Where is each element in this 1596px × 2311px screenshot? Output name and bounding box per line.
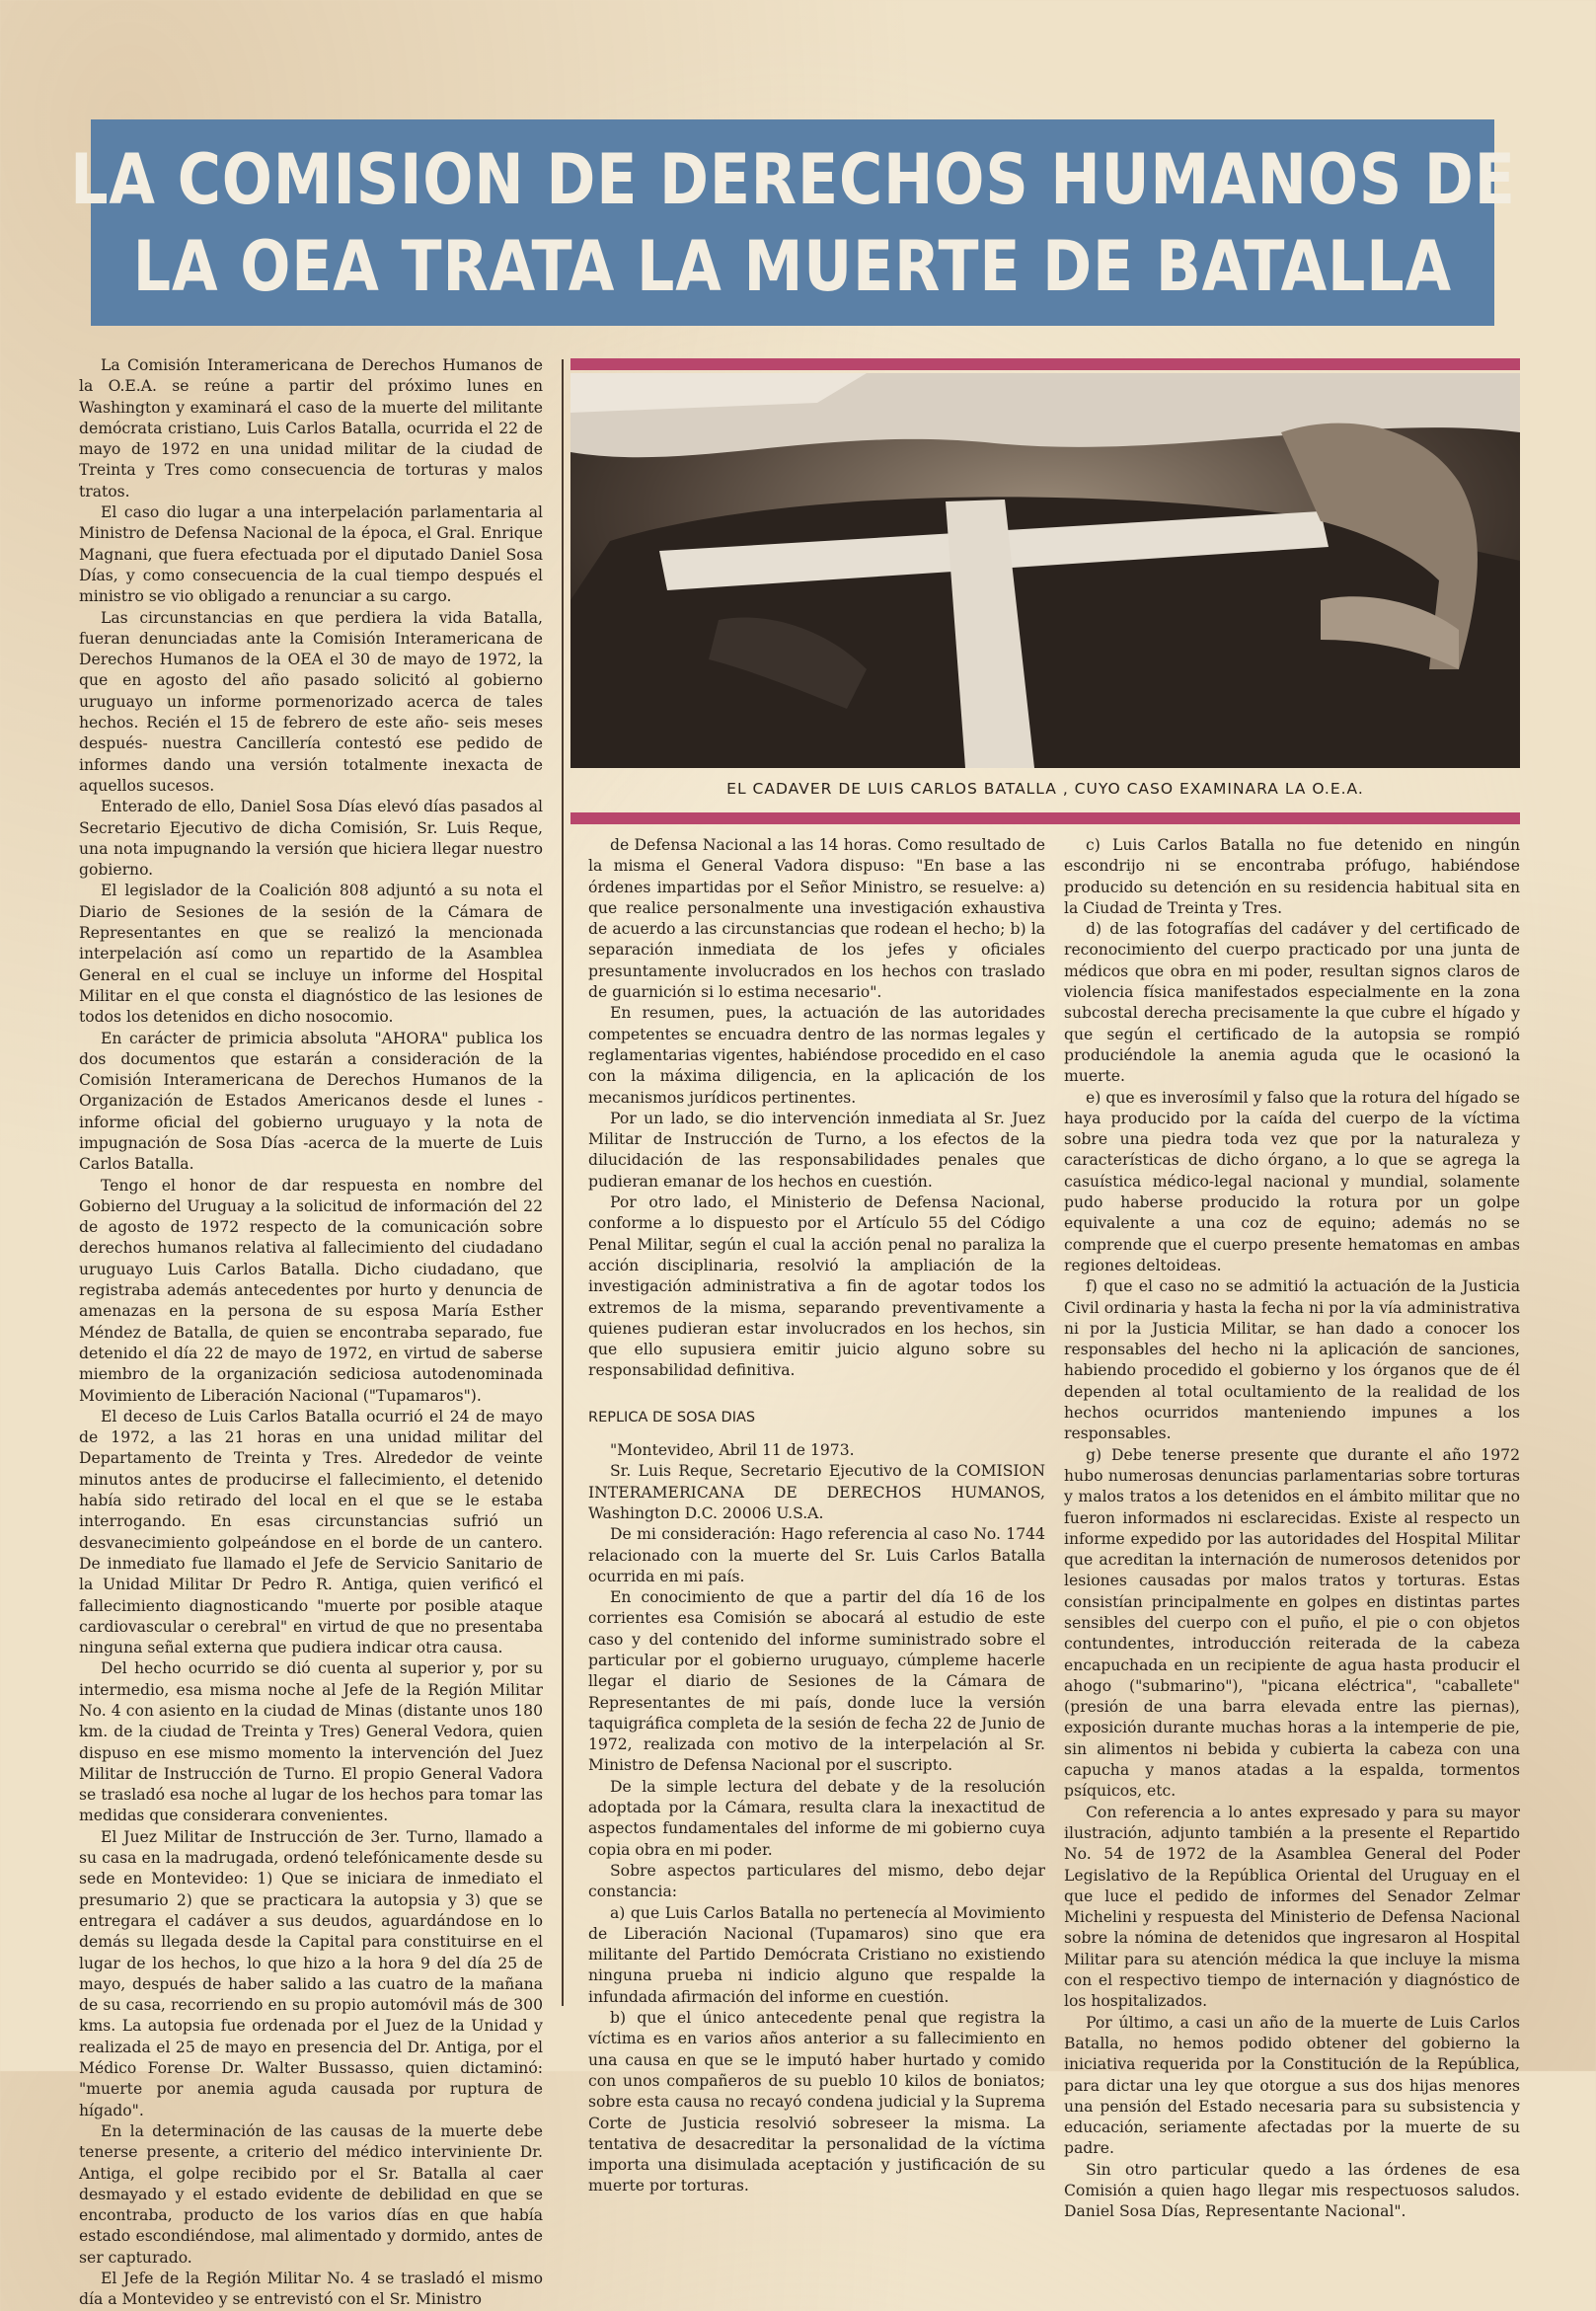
paragraph: El caso dio lugar a una interpelación parlamentaria al Ministro de Defensa Nacional de la época, el Gral. Enrique Magnani, que fuera efectuada por el diputado Daniel Sosa Días, y como consecuencia de la cual tiempo después el ministro se vio obligado a renunciar a su cargo. — [79, 503, 543, 606]
paragraph: El deceso de Luis Carlos Batalla ocurrió el 24 de mayo de 1972, a las 21 horas en una unidad militar del Departamento de Treinta y Tres. Alrededor de veinte minutos antes de producirse el fallecimiento, el detenido había sido retirado del local en el que se le estaba interrogando. En esas circunstancias sufrió un desvanecimiento golpeándose en el borde de un cantero. De inmediato fue llamado el Jefe de Servicio Sanitario de la Unidad Militar Dr Pedro R. Antiga, quien verificó el fallecimiento diagnosticando "muerte por posible ataque cardiovascular o cerebral" en virtud de que no presentaba ninguna señal externa que pudiera indicar otra causa. — [79, 1407, 543, 1657]
cadaver-photo — [570, 373, 1520, 768]
paragraph: En carácter de primicia absoluta "AHORA" publica los dos documentos que estarán a consideración de la Comisión Interamericana de Derechos Humanos de la Organización de Estados Americanos desde el lunes -informe oficial del gobierno uruguayo y la nota de impugnación de Sosa Días -acerca de la muerte de Luis Carlos Batalla. — [79, 1029, 543, 1174]
paragraph: f) que el caso no se admitió la actuación de la Justicia Civil ordinaria y hasta la fecha ni por la vía administrativa ni por la Justicia Militar, se han dado a conocer los responsables del hecho ni la aplicación de sanciones, habiendo procedido el gobierno y los órganos que de él dependen al total ocultamiento de la realidad de los hechos ocurridos manteniendo impunes a los responsables. — [1064, 1277, 1520, 1443]
article-column-2 — [588, 835, 1045, 2197]
paragraph: Sin otro particular quedo a las órdenes de esa Comisión a quien hago llegar mis respectuosos saludos. Daniel Sosa Días, Representante Nacional". — [1064, 2160, 1520, 2221]
paragraph: g) Debe tenerse presente que durante el año 1972 hubo numerosas denuncias parlamentarias sobre torturas y malos tratos a los detenidos en el ámbito militar que no fueron informados ni esclarecidas. Existe al respecto un informe expedido por las autoridades del Hospital Militar que acreditan la internación de numerosos detenidos por lesiones causadas por malos tratos y torturas. Estas consistían principalmente en golpes en distintas partes sensibles del cuerpo con el puño, el pie o con objetos contundentes, introducción reiterada de la cabeza encapuchada en un recipiente de agua hasta producir el ahogo ("submarino"), "picana eléctrica", "caballete" (presión de una barra elevada entre las piernas), exposición durante muchas horas a la intemperie de pie, sin alimentos ni bebida y cubierta la cabeza con una capucha y manos atadas a la espalda, tormentos psíquicos, etc. — [1064, 1445, 1520, 1801]
paragraph: Por otro lado, el Ministerio de Defensa Nacional, conforme a lo dispuesto por el Artículo 55 del Código Penal Militar, según el cual la acción penal no paraliza la acción disciplinaria, resolvió la ampliación de la investigación administrativa a fin de agotar todos los extremos de la misma, separando preventivamente a quienes pudieran estar involucrados en los hechos, sin que ello supusiera emitir juicio alguno sobre su responsabilidad definitiva. — [588, 1194, 1045, 1380]
paragraph: "Montevideo, Abril 11 de 1973. — [610, 1441, 855, 1460]
paragraph: En la determinación de las causas de la muerte debe tenerse presente, a criterio del médico interviniente Dr. Antiga, el golpe recibido por el Sr. Batalla al caer desmayado y el estado evidente de debilidad en que se encontraba, producto de los varios días en que había estado escondiéndose, mal alimentado y dormido, antes de ser capturado. — [79, 2121, 543, 2267]
paragraph: b) que el único antecedente penal que registra la víctima es en varios años anterior a su fallecimiento en una causa en que se le imputó haber hurtado y comido con unos compañeros de su pueblo 10 kilos de boniatos; sobre esta causa no recayó condena judicial y la Suprema Corte de Justicia resolvió sobreseer la misma. La tentativa de desacreditar la personalidad de la víctima importa una disimulada aceptación y justificación de su muerte por torturas. — [588, 2009, 1045, 2195]
accent-rule-bottom — [570, 812, 1520, 824]
paragraph: e) que es inverosímil y falso que la rotura del hígado se haya producido por la caída del cuerpo de la víctima sobre una piedra toda vez que por la naturaleza y características de dicho órgano, a lo que se agrega la casuística médico-legal nacional y mundial, solamente pudo haberse producido la rotura por un golpe equivalente a una coz de equino; además no se comprende que el cuerpo presente hematomas en ambas regiones deltoideas. — [1064, 1088, 1520, 1274]
article-column-1 — [79, 355, 543, 2311]
article-column-3 — [1064, 835, 1520, 2223]
paragraph: Con referencia a lo antes expresado y para su mayor ilustración, adjunto también a la presente el Repartido No. 54 de 1972 de la Asamblea General del Poder Legislativo de la República Oriental del Uruguay en el que luce el pedido de informes del Senador Zelmar Michelini y respuesta del Ministerio de Defensa Nacional sobre la nómina de detenidos que ingresaron al Hospital Militar para su atención médica la que incluye la misma con el respectivo tiempo de internación y diagnóstico de los hospitalizados. — [1064, 1803, 1520, 2011]
paragraph: de Defensa Nacional a las 14 horas. Como resultado de la misma el General Vadora dispuso: "En base a las órdenes impartidas por el Señor Ministro, se resuelve: a) que realice personalmente una investigación exhaustiva de acuerdo a las circunstancias que rodean el hecho; b) la separación inmediata de los jefes y oficiales presuntamente involucrados en los hechos con traslado de guarnición si lo estima necesario". — [588, 836, 1045, 1002]
paragraph: En conocimiento de que a partir del día 16 de los corrientes esa Comisión se abocará al estudio de este caso y del contenido del informe suministrado sobre el particular por el gobierno uruguayo, cúmpleme hacerle llegar el diario de Sesiones de la Cámara de Representantes de mi país, donde luce la versión taquigráfica completa de la sesión de fecha 22 de Junio de 1972, realizada con motivo de la interpelación al Sr. Ministro de Defensa Nacional por el suscripto. — [588, 1588, 1045, 1775]
headline-line-1: LA COMISION DE DERECHOS HUMANOS DE — [69, 138, 1516, 220]
paragraph: El Jefe de la Región Militar No. 4 se trasladó el mismo día a Montevideo y se entrevistó con el Sr. Ministro — [79, 2270, 543, 2309]
paragraph: La Comisión Interamericana de Derechos Humanos de la O.E.A. se reúne a partir del próximo lunes en Washington y examinará el caso de la muerte del militante demócrata cristiano, Luis Carlos Batalla, ocurrida el 22 de mayo de 1972 en una unidad militar de la ciudad de Treinta y Tres como consecuencia de torturas y malos tratos. — [79, 356, 543, 501]
column-divider — [562, 359, 564, 2006]
paragraph: En resumen, pues, la actuación de las autoridades competentes se encuadra dentro de las normas legales y reglamentarias vigentes, habiéndose procedido en el caso con la máxima diligencia, en la aplicación de los mecanismos jurídicos pertinentes. — [588, 1004, 1045, 1107]
paragraph: c) Luis Carlos Batalla no fue detenido en ningún escondrijo ni se encontraba prófugo, habiéndose producido su detención en su residencia habitual sita en la Ciudad de Treinta y Tres. — [1064, 836, 1520, 917]
headline-banner — [69, 119, 1516, 326]
headline-line-2: LA OEA TRATA LA MUERTE DE BATALLA — [132, 225, 1453, 307]
paragraph: a) que Luis Carlos Batalla no pertenecía al Movimiento de Liberación Nacional (Tupamaros) sino que era militante del Partido Demócrata Cristiano no existiendo ninguna prueba ni indicio alguno que respalde la infundada afirmación del informe en cuestión. — [588, 1903, 1045, 2006]
paragraph: Tengo el honor de dar respuesta en nombre del Gobierno del Uruguay a la solicitud de información del 22 de agosto de 1972 respecto de la comunicación sobre derechos humanos relativa al fallecimiento del ciudadano uruguayo Luis Carlos Batalla. Dicho ciudadano, que registraba además antecedentes por hurto y denuncia de amenazas en la persona de su esposa María Esther Méndez de Batalla, de quien se encontraba separado, fue detenido el día 22 de mayo de 1972, en virtud de saberse miembro de la organización sediciosa autodenominada Movimiento de Liberación Nacional ("Tupamaros"). — [79, 1176, 543, 1405]
accent-rule-top — [570, 358, 1520, 370]
photo-image — [570, 373, 1520, 768]
paragraph: Sr. Luis Reque, Secretario Ejecutivo de la COMISION INTERAMERICANA DE DERECHOS HUMANOS, Washington D.C. 20006 U.S.A. — [588, 1462, 1045, 1522]
paragraph: Sobre aspectos particulares del mismo, debo dejar constancia: — [588, 1861, 1045, 1901]
paragraph: Por un lado, se dio intervención inmediata al Sr. Juez Militar de Instrucción de Turno, a los efectos de la dilucidación de las responsabilidades penales que pudieran emanar de los hechos en cuestión. — [588, 1109, 1045, 1191]
paragraph: De mi consideración: Hago referencia al caso No. 1744 relacionado con la muerte del Sr. Luis Carlos Batalla ocurrida en mi país. — [588, 1525, 1045, 1585]
photo-caption: EL CADAVER DE LUIS CARLOS BATALLA , CUYO CASO EXAMINARA LA O.E.A. — [726, 780, 1364, 798]
paragraph: El legislador de la Coalición 808 adjuntó a su nota el Diario de Sesiones de la sesión de la Cámara de Representantes en que se realizó la mencionada interpelación así como un repartido de la Asamblea General en el cual se incluye un informe del Hospital Militar en el que consta el diagnóstico de las lesiones de todos los detenidos en dicho nosocomio. — [79, 882, 543, 1027]
section-heading: REPLICA DE SOSA DIAS — [588, 1409, 756, 1425]
paragraph: d) de las fotografías del cadáver y del certificado de reconocimiento del cuerpo practicado por una junta de médicos que obra en mi poder, resultan signos claros de violencia física manifestados especialmente en la zona subcostal derecha precisamente la que cubre el hígado y que según el certificado de la autopsia se rompió produciéndole la anemia aguda que le ocasionó la muerte. — [1064, 920, 1520, 1086]
paragraph: Las circunstancias en que perdiera la vida Batalla, fueran denunciadas ante la Comisión Interamericana de Derechos Humanos de la OEA el 30 de mayo de 1972, la que en agosto del año pasado solicitó al gobierno uruguayo un informe pormenorizado acerca de tales hechos. Recién el 15 de febrero de este año- seis meses después- nuestra Cancillería contestó ese pedido de informes dando una versión totalmente inexacta de aquellos sucesos. — [79, 608, 543, 795]
paragraph: Enterado de ello, Daniel Sosa Días elevó días pasados al Secretario Ejecutivo de dicha Comisión, Sr. Luis Reque, una nota impugnando la versión que hiciera llegar nuestro gobierno. — [79, 798, 543, 880]
paragraph: Del hecho ocurrido se dió cuenta al superior y, por su intermedio, esa misma noche al Jefe de la Región Militar No. 4 con asiento en la ciudad de Minas (distante unos 180 km. de la ciudad de Treinta y Tres) General Vedora, quien dispuso en ese mismo momento la intervención del Juez Militar de Instrucción de Turno. El propio General Vadora se trasladó esa noche al lugar de los hechos para tomar las medidas que considerara convenientes. — [79, 1659, 543, 1825]
paragraph: Por último, a casi un año de la muerte de Luis Carlos Batalla, no hemos podido obtener del gobierno la iniciativa requerida por la Constitución de la República, para dictar una ley que otorgue a sus dos hijas menores una pensión del Estado necesaria para su subsistencia y educación, seriamente afectadas por la muerte de su padre. — [1064, 2013, 1520, 2158]
paragraph: De la simple lectura del debate y de la resolución adoptada por la Cámara, resulta clara la inexactitud de aspectos fundamentales del informe de mi gobierno cuya copia obra en mi poder. — [588, 1777, 1045, 1859]
paragraph: El Juez Militar de Instrucción de 3er. Turno, llamado a su casa en la madrugada, ordenó telefónicamente desde su sede en Montevideo: 1) Que se iniciara de inmediato el presumario 2) que se practicara la autopsia y 3) que se entregara el cadáver a sus deudos, aguardándose en lo demás su llegada desde la Capital para constituirse en el lugar de los hechos, lo que hizo a la hora 9 del día 25 de mayo, después de haber salido a las cuatro de la mañana de su casa, recorriendo en su propio automóvil más de 300 kms. La autopsia fue ordenada por el Juez de la Unidad y realizada el 25 de mayo en presencia del Dr. Antiga, por el Médico Forense Dr. Walter Bussasso, quien dictaminó: "muerte por anemia aguda causada por ruptura de hígado". — [79, 1827, 543, 2119]
